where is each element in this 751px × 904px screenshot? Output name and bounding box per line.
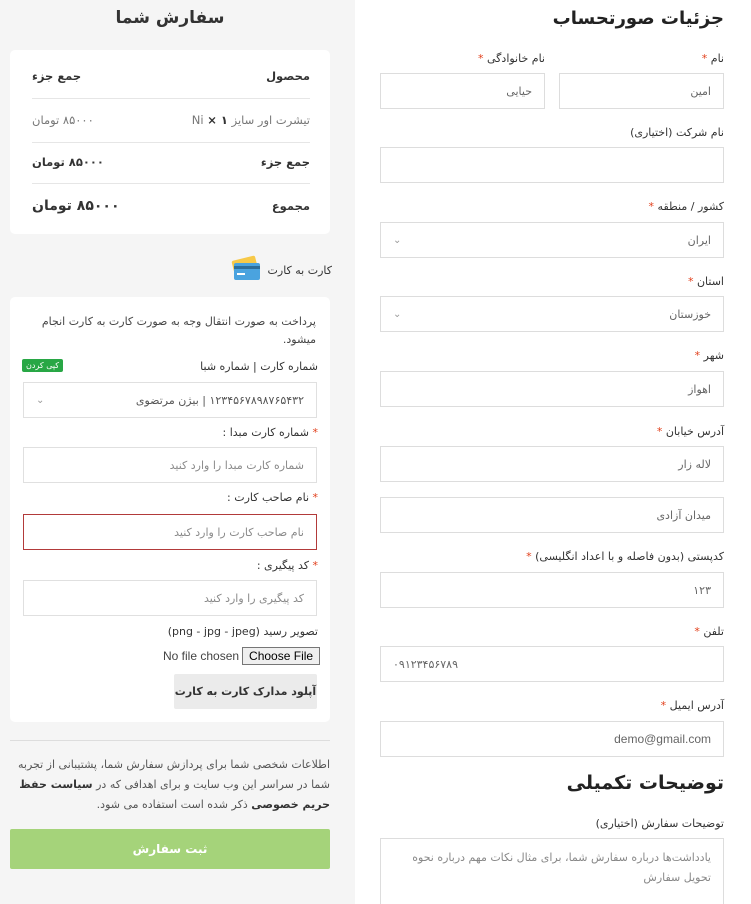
phone-label bbox=[694, 625, 724, 638]
company-label: نام شرکت (اختیاری) bbox=[630, 126, 724, 139]
phone-label-text: تلفن bbox=[703, 625, 724, 638]
state-label-text: استان bbox=[696, 275, 724, 288]
address-line2-input[interactable] bbox=[380, 497, 724, 533]
source-card-label bbox=[223, 426, 319, 439]
postcode-label-text: کدپستی (بدون فاصله و با اعداد انگلیسی) bbox=[535, 550, 724, 563]
payment-description-line1: پرداخت به صورت انتقال وجه به صورت کارت به کارت انجام bbox=[41, 315, 316, 328]
total-label: مجموع bbox=[271, 199, 310, 213]
payment-method-label: کارت به کارت bbox=[267, 263, 332, 277]
first-name-input[interactable] bbox=[559, 73, 724, 109]
source-card-input[interactable] bbox=[23, 447, 317, 483]
order-item-row bbox=[32, 111, 310, 129]
privacy-policy-link[interactable]: سیاست حفظ حریم خصوصی bbox=[19, 778, 330, 811]
required-mark: * bbox=[694, 349, 701, 362]
postcode-label bbox=[526, 550, 724, 563]
email-label-text: آدرس ایمیل bbox=[669, 699, 724, 712]
country-label-text: کشور / منطقه bbox=[657, 200, 724, 213]
total-row bbox=[32, 196, 310, 216]
privacy-text-before: اطلاعات شخصی شما برای پردازش سفارش شما، پشتیبانی از تجربه شما در سراسر این وب سایت و برای اهدافی که در bbox=[17, 758, 330, 791]
source-card-placeholder: شماره کارت مبدا را وارد کنید bbox=[169, 458, 304, 472]
card-select-value: ۱۲۳۴۵۶۷۸۹۸۷۶۵۴۳۲ | بیژن مرتضوی bbox=[135, 393, 304, 407]
total-value: ۸۵۰۰۰ تومان bbox=[32, 198, 120, 214]
first-name-value: امین bbox=[690, 84, 711, 98]
country-label bbox=[649, 200, 724, 213]
first-name-label bbox=[702, 52, 724, 65]
email-input[interactable] bbox=[380, 721, 724, 757]
card-holder-label-text: نام صاحب کارت : bbox=[227, 491, 309, 504]
no-file-text: No file chosen bbox=[163, 649, 240, 663]
divider bbox=[32, 183, 310, 184]
required-mark: * bbox=[526, 550, 532, 563]
required-mark: * bbox=[660, 699, 667, 712]
credit-card-icon bbox=[230, 252, 262, 288]
billing-title: جزئیات صورتحساب bbox=[552, 8, 724, 29]
header-subtotal: جمع جزء bbox=[32, 69, 82, 83]
city-label bbox=[695, 349, 724, 362]
divider bbox=[10, 740, 330, 741]
privacy-text-after: ذکر شده است استفاده می شود. bbox=[96, 798, 248, 811]
phone-value: ۰۹۱۲۳۴۵۶۷۸۹ bbox=[393, 657, 458, 671]
order-title: سفارش شما bbox=[115, 8, 225, 28]
upload-documents-button[interactable]: آپلود مدارک کارت به کارت bbox=[174, 674, 317, 709]
order-table bbox=[10, 50, 330, 234]
order-notes-placeholder: یادداشت‌ها درباره سفارش شما، برای مثال نکات مهم درباره نحوه تحویل سفارش bbox=[412, 851, 711, 884]
city-label-text: شهر bbox=[703, 349, 724, 362]
order-notes-textarea[interactable] bbox=[380, 838, 724, 904]
required-mark: * bbox=[687, 275, 694, 288]
payment-method-card-to-card[interactable] bbox=[228, 252, 332, 288]
last-name-input[interactable] bbox=[380, 73, 545, 109]
subtotal-value: ۸۵۰۰۰ تومان bbox=[32, 155, 104, 169]
required-mark: * bbox=[656, 425, 663, 438]
tracking-code-input[interactable] bbox=[23, 580, 317, 616]
required-mark: * bbox=[478, 52, 484, 65]
last-name-label-text: نام خانوادگی bbox=[487, 52, 545, 65]
card-select[interactable] bbox=[23, 382, 317, 418]
additional-info-title: توضیحات تکمیلی bbox=[566, 772, 724, 794]
chevron-down-icon: ⌄ bbox=[36, 394, 45, 406]
file-input[interactable] bbox=[163, 647, 320, 665]
address-line1-value: لاله زار bbox=[678, 457, 711, 471]
tracking-code-placeholder: کد پیگیری را وارد کنید bbox=[203, 591, 304, 605]
order-notes-label: توضیحات سفارش (اختیاری) bbox=[595, 817, 724, 830]
email-value: demo@gmail.com bbox=[614, 732, 711, 746]
order-review-panel bbox=[0, 0, 355, 904]
payment-box bbox=[10, 297, 330, 722]
receipt-label: تصویر رسید (png - jpg - jpeg) bbox=[167, 625, 318, 638]
order-table-header bbox=[32, 67, 310, 85]
copy-button[interactable]: کپی کردن bbox=[22, 359, 63, 372]
privacy-notice bbox=[10, 755, 330, 815]
item-quantity: × ۱ bbox=[207, 113, 228, 127]
city-value: اهواز bbox=[688, 382, 711, 396]
required-mark: * bbox=[701, 52, 708, 65]
card-holder-placeholder: نام صاحب کارت را وارد کنید bbox=[174, 525, 304, 539]
subtotal-label: جمع جزء bbox=[260, 155, 310, 169]
divider bbox=[32, 98, 310, 99]
country-select[interactable] bbox=[380, 222, 724, 258]
place-order-button[interactable]: ثبت سفارش bbox=[10, 829, 330, 869]
tracking-code-label bbox=[257, 559, 318, 572]
header-product: محصول bbox=[266, 69, 310, 83]
source-card-label-text: شماره کارت مبدا : bbox=[222, 426, 309, 439]
chevron-down-icon: ⌄ bbox=[393, 308, 402, 320]
card-holder-label bbox=[227, 491, 318, 504]
item-price: ۸۵۰۰۰ تومان bbox=[32, 113, 94, 127]
address-line2-value: میدان آزادی bbox=[656, 508, 711, 522]
subtotal-row bbox=[32, 153, 310, 171]
last-name-value: حیایی bbox=[506, 84, 532, 98]
first-name-label-text: نام bbox=[710, 52, 724, 65]
required-mark: * bbox=[312, 491, 318, 504]
tracking-code-label-text: کد پیگیری : bbox=[256, 559, 309, 572]
company-input[interactable] bbox=[380, 147, 724, 183]
item-name bbox=[192, 113, 310, 127]
required-mark: * bbox=[312, 559, 318, 572]
required-mark: * bbox=[312, 426, 318, 439]
required-mark: * bbox=[648, 200, 655, 213]
required-mark: * bbox=[694, 625, 700, 638]
address-label bbox=[657, 425, 724, 438]
city-input[interactable] bbox=[380, 371, 724, 407]
state-label bbox=[688, 275, 724, 288]
card-select-label: شماره کارت | شماره شبا bbox=[200, 360, 318, 373]
chevron-down-icon: ⌄ bbox=[393, 234, 402, 246]
item-name-text: تیشرت اور سایز Ni bbox=[191, 113, 310, 127]
address-line1-input[interactable] bbox=[380, 446, 724, 482]
state-select[interactable] bbox=[380, 296, 724, 332]
address-label-text: آدرس خیابان bbox=[665, 425, 724, 438]
card-holder-input[interactable] bbox=[23, 514, 317, 550]
email-label bbox=[661, 699, 724, 712]
payment-description-line2: میشود. bbox=[282, 333, 316, 346]
last-name-label bbox=[478, 52, 545, 65]
postcode-value: ۱۲۳ bbox=[693, 583, 711, 597]
choose-file-button[interactable]: Choose File bbox=[242, 647, 320, 665]
state-value: خوزستان bbox=[669, 307, 711, 321]
postcode-input[interactable] bbox=[380, 572, 724, 608]
country-value: ایران bbox=[687, 233, 711, 247]
divider bbox=[32, 142, 310, 143]
phone-input[interactable] bbox=[380, 646, 724, 682]
